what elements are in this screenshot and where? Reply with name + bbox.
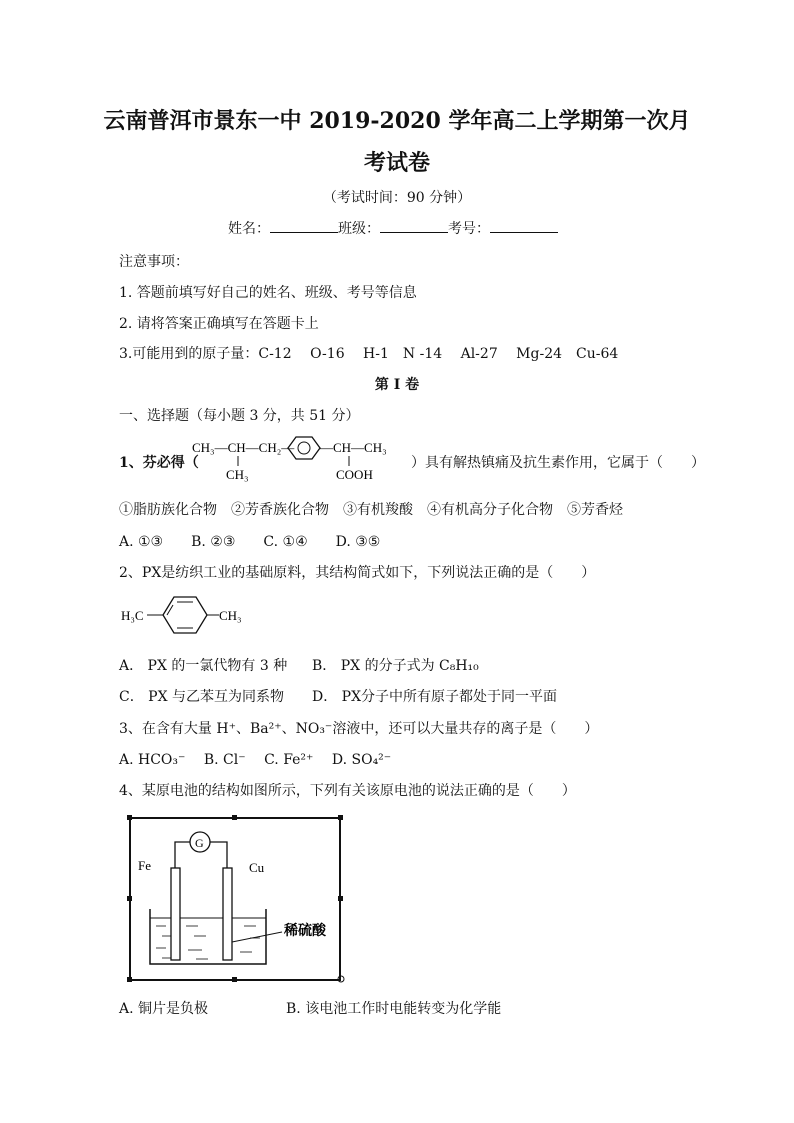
ibuprofen-methyl: CH₃ — [226, 467, 249, 482]
ibuprofen-left-chain: CH₃—CH—CH₂— — [192, 440, 295, 455]
cu-electrode — [223, 868, 232, 960]
q4-stem: 4、某原电池的结构如图所示，下列有关该原电池的说法正确的是（ ） — [119, 783, 576, 799]
beaker — [150, 909, 266, 964]
galvanometer-label: G — [195, 836, 204, 850]
fe-label: Fe — [138, 858, 151, 873]
px-right-group: CH₃ — [219, 608, 242, 623]
ibuprofen-right-chain: —CH—CH₃ — [320, 440, 387, 455]
student-info-line — [228, 218, 558, 238]
number-label: 考号： — [448, 221, 490, 237]
q3-stem: 3、在含有大量 H⁺、Ba²⁺、NO₃⁻溶液中，还可以大量共存的离子是（ ） — [119, 721, 599, 737]
px-structure — [119, 592, 259, 638]
cu-label: Cu — [249, 860, 265, 875]
px-left-group: H₃C — [121, 608, 144, 623]
q1-choices: A. ①③ B. ②③ C. ①④ D. ③⑤ — [119, 534, 381, 550]
q2-option-c: C． PX 与乙苯互为同系物 — [119, 689, 284, 705]
exam-time: （考试时间：90 分钟） — [322, 190, 472, 206]
ibuprofen-structure — [186, 436, 418, 486]
note-item-3: 3.可能用到的原子量：C-12 O-16 H-1 N -14 Al-27 Mg-24 Cu-64 — [119, 346, 619, 362]
note-item-2: 2. 请将答案正确填写在答题卡上 — [119, 316, 319, 332]
volume-heading: 第 I 卷 — [374, 377, 420, 393]
name-blank[interactable] — [270, 218, 338, 233]
q4-option-a: A. 铜片是负极 — [119, 1001, 209, 1017]
q4-option-b: B. 该电池工作时电能转变为化学能 — [286, 1001, 502, 1017]
exam-title-line2: 考试卷 — [363, 150, 430, 176]
q1-options: ①脂肪族化合物 ②芳香族化合物 ③有机羧酸 ④有机高分子化合物 ⑤芳香烃 — [119, 502, 623, 518]
section-heading: 一、选择题（每小题 3 分，共 51 分） — [119, 408, 360, 424]
solution-label: 稀硫酸 — [284, 924, 326, 939]
name-label: 姓名： — [228, 221, 270, 237]
q3-choices: A. HCO₃⁻ B. Cl⁻ C. Fe²⁺ D. SO₄²⁻ — [119, 752, 392, 768]
q1-prefix: 1、芬必得（ — [119, 455, 199, 471]
q1-suffix: ）具有解热镇痛及抗生素作用，它属于（ ） — [411, 455, 705, 471]
q2-option-a: A． PX 的一氯代物有 3 种 — [119, 658, 288, 674]
note-item-1: 1. 答题前填写好自己的姓名、班级、考号等信息 — [119, 285, 417, 301]
class-blank[interactable] — [380, 218, 448, 233]
q2-stem: 2、PX是纺织工业的基础原料，其结构简式如下，下列说法正确的是（ ） — [119, 565, 596, 581]
ibuprofen-carboxyl: COOH — [336, 467, 373, 482]
notes-heading: 注意事项： — [119, 254, 189, 270]
number-blank[interactable] — [490, 218, 558, 233]
class-label: 班级： — [338, 221, 380, 237]
q2-option-d: D． PX分子中所有原子都处于同一平面 — [312, 689, 558, 705]
galvanic-cell-diagram — [126, 814, 346, 984]
exam-title-line1: 云南普洱市景东一中 2019-2020 学年高二上学期第一次月 — [103, 108, 691, 134]
q2-option-b: B． PX 的分子式为 C₈H₁₀ — [312, 658, 479, 674]
fe-electrode — [171, 868, 180, 960]
